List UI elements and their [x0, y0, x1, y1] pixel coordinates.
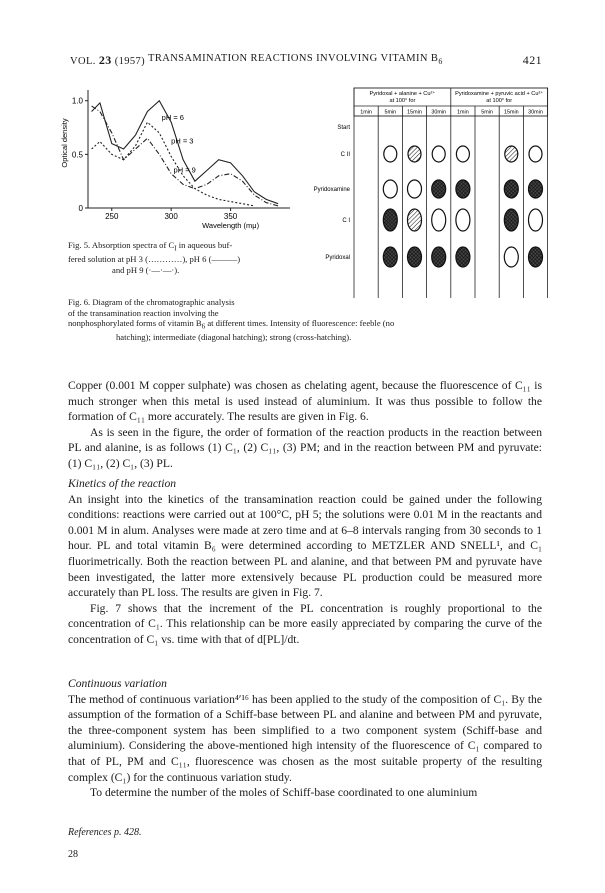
row-label: Pyridoxamine	[313, 187, 350, 193]
series-label: pH = 6	[161, 113, 184, 123]
figure-5-caption: Fig. 5. Absorption spectra of $C_I$ in aqueous buf- fered solution at pH 3 (…………), pH 6 (———) and pH 9 (·—·—·).	[68, 240, 241, 275]
paragraph-3: An insight into the kinetics of the transamination reaction could be gained under the following conditions: reactions were carried out at 100°C, pH 5; the solutions were 0.01 M in the reactants and 0.001 M in alum. Analyses were made at zero time and at 6–8 intervals ranging from 30 seconds to 1 hour. PL and total vitamin B₆ were determined according to METZLER AND SNELL¹, and C₁ fluorimetrically. Both the reaction between PL and alanine, and that between PM and pyruvate have been investigated, the latter more extensively because PL production could be measured more accurately than PL loss. The results are given in Fig. 7.	[68, 492, 542, 600]
series-line	[92, 106, 279, 206]
chromatography-diagram	[300, 86, 550, 301]
chromatography-spot	[408, 209, 422, 231]
y-axis-label: Optical density	[60, 118, 69, 168]
diagram-row-labels	[314, 125, 351, 261]
chromatography-spot	[383, 209, 397, 231]
chromatography-spot	[432, 180, 446, 198]
x-tick-label: 300	[164, 212, 178, 221]
chromatography-spot	[432, 209, 446, 231]
series-label: pH = 9	[173, 165, 196, 175]
sheet-number: 28	[68, 849, 78, 860]
time-label: 30min	[431, 109, 447, 116]
chromatography-spot	[529, 247, 543, 267]
time-label: 1min	[360, 109, 372, 116]
running-header	[70, 53, 542, 69]
chromatography-spot	[456, 146, 469, 162]
x-tick-label: 350	[223, 212, 238, 221]
chart-axes	[85, 90, 290, 211]
series-line	[92, 101, 279, 204]
row-label: Pyridoxal	[325, 255, 350, 261]
section-heading-kinetics: Kinetics of the reaction	[68, 477, 177, 490]
chromatography-spot	[408, 146, 421, 162]
section-continuous-variation	[68, 676, 542, 801]
paragraph-2: As is seen in the figure, the order of formation of the reaction products in the reaction between PL and alanine, is as follows (1) C₁, (2) C₁₁, (3) PM; and in the reaction between PM and pyruvate: (1) C₁₁, (2) C₁, (3) PL.	[68, 425, 542, 470]
chromatography-spot	[432, 146, 445, 162]
column-group-heading: at 100° for	[486, 98, 513, 104]
time-label: 15min	[407, 109, 422, 116]
chromatography-spot	[504, 209, 518, 231]
volume-info: VOL. 23 (1957)	[70, 53, 146, 67]
chromatography-spot	[408, 180, 422, 198]
chart-text	[60, 97, 260, 230]
row-label: Start	[337, 125, 350, 131]
chromatography-spot	[529, 146, 542, 162]
paragraph-1: Copper (0.001 M copper sulphate) was chosen as chelating agent, because the fluorescence of C₁₁ is much stronger when this metal is used instead of aluminium. It was thus possible to follow the formation of C₁₁ more accurately. The results are given in Fig. 6.	[68, 379, 542, 424]
time-label: 15min	[503, 109, 519, 116]
diagram-grid	[354, 88, 548, 298]
section-kinetics	[68, 476, 542, 648]
absorption-spectra-chart	[58, 84, 298, 234]
chromatography-spot	[505, 146, 518, 162]
chromatography-spot	[456, 209, 470, 231]
y-tick-label: 0	[78, 204, 83, 213]
chromatography-spot	[384, 146, 397, 162]
column-group-heading: Pyridoxamine + pyruvic acid + Cu²⁺	[455, 91, 544, 97]
chromatography-spot	[504, 180, 518, 198]
column-group-heading: Pyridoxal + alanine + Cu²⁺	[369, 91, 436, 97]
page-number: 421	[522, 53, 542, 67]
paragraph-6: To determine the number of the moles of Schiff-base coordinated to one aluminium	[90, 786, 478, 800]
row-label: C II	[340, 152, 350, 158]
diagram-headers	[360, 90, 543, 116]
y-tick-label: 0.5	[71, 150, 83, 160]
chromatography-spot	[383, 180, 397, 198]
chromatography-spot	[408, 247, 422, 267]
body-text-upper	[68, 378, 542, 472]
figure-6-caption: Fig. 6. Diagram of the chromatographic analysis of the transamination reaction involving the nonphosphorylated forms of vitamin $B_6$ at different times. Intensity of fluorescence: feeble (no hatching); intermediate (diagonal hatching); strong (cross-hatching).	[68, 297, 395, 343]
references-note: References p. 428.	[68, 827, 142, 838]
chromatography-spot	[383, 247, 397, 267]
y-tick-label: 1.0	[71, 96, 83, 106]
chromatography-spot	[504, 247, 518, 267]
diagram-spots	[383, 146, 542, 267]
time-label: 1min	[457, 109, 469, 116]
chromatography-spot	[432, 247, 446, 267]
section-heading-continuous: Continuous variation	[68, 677, 167, 690]
series-label: pH = 3	[171, 136, 194, 146]
chromatography-spot	[456, 247, 470, 267]
chromatography-spot	[529, 180, 543, 198]
x-axis-label: Wavelength (mμ)	[202, 221, 260, 230]
paragraph-4: Fig. 7 shows that the increment of the PL concentration is roughly proportional to the concentration of C₁. This relationship can be more easily appreciated by comparing the curve of the concentration of C₁ vs. time with that of d[PL]/dt.	[68, 601, 542, 646]
time-label: 5min	[384, 109, 397, 116]
row-label: C I	[342, 218, 350, 224]
paragraph-5: The method of continuous variation⁴ʹ¹⁶ has been applied to the study of the composition of C₁. By the assumption of the formation of a Schiff-base between PL and alanine and between PM and pyruvate, the three-component system has been simplified to a two component system (Schiff-base and aluminium). Considering the above-mentioned high intensity of the fluorescence of C₁ compared to that of PL, PM and C₁₁, fluorescence was chosen as the most suitable property of the resulting complex (C₁) for the continuous variation study.	[68, 692, 542, 784]
time-label: 30min	[528, 109, 543, 116]
x-tick-label: 250	[105, 212, 119, 221]
time-label: 5min	[481, 109, 493, 116]
chart-series	[92, 101, 279, 206]
chromatography-spot	[529, 209, 543, 231]
series-line	[92, 122, 255, 206]
chromatography-spot	[456, 180, 470, 198]
column-group-heading: at 100° for	[389, 98, 416, 104]
running-title: TRANSAMINATION REACTIONS INVOLVING VITAMIN $B_6$	[148, 53, 443, 67]
